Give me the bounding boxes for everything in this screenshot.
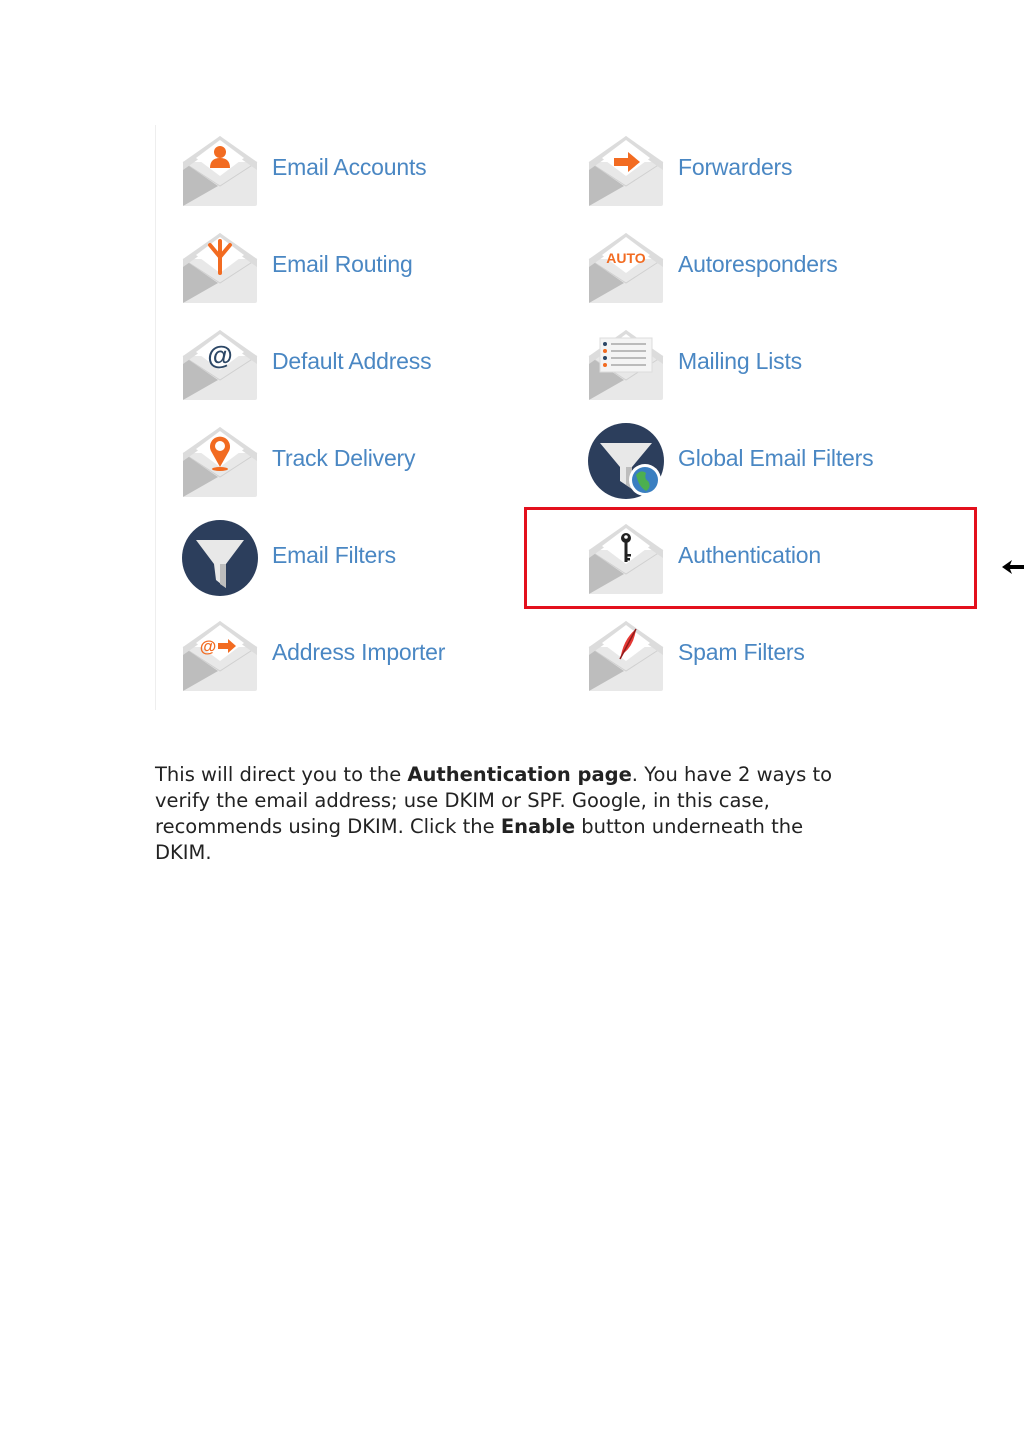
autoresponders-label: Autoresponders [678,251,838,277]
spam-filters-link[interactable] [586,615,966,695]
email-tools-panel [155,125,986,710]
email-accounts-link[interactable] [180,130,560,210]
autoresponders-link[interactable] [586,227,966,307]
at-envelope-icon [180,324,260,404]
default-address-link[interactable] [180,324,560,404]
para-bold-enable: Enable [500,815,576,838]
address-importer-label: Address Importer [272,639,446,665]
at-sign: @ [207,340,233,370]
para-text-1: This will direct you to the [155,763,408,786]
email-filters-link[interactable] [180,518,560,598]
pointer-arrow-icon [1000,556,1024,578]
import-envelope-icon [180,615,260,695]
para-bold-authentication: Authentication page [407,763,632,786]
authentication-label: Authentication [678,542,821,568]
list-envelope-icon [586,324,666,404]
mailing-lists-label: Mailing Lists [678,348,802,374]
user-envelope-icon [180,130,260,210]
track-delivery-link[interactable] [180,421,560,501]
auto-badge: AUTO [606,250,646,266]
forwarders-link[interactable] [586,130,966,210]
routing-envelope-icon [180,227,260,307]
email-routing-label: Email Routing [272,251,413,277]
instruction-paragraph [155,762,855,866]
authentication-highlight-box [524,507,977,609]
forwarders-label: Forwarders [678,154,793,180]
filter-icon [180,518,260,598]
track-delivery-label: Track Delivery [272,445,416,471]
globe-filter-icon [586,421,666,501]
feather-envelope-icon [586,615,666,695]
arrow-envelope-icon [586,130,666,210]
email-filters-label: Email Filters [272,542,396,568]
global-email-filters-link[interactable] [586,421,966,501]
import-at-sign: @ [199,637,217,656]
mailing-lists-link[interactable] [586,324,966,404]
para-text-2: . You have 2 ways to verify the email address; use DKIM or SPF. Google, in this case, recommends using DKIM. Click the [155,763,833,838]
global-email-filters-label: Global Email Filters [678,445,874,471]
default-address-label: Default Address [272,348,432,374]
email-routing-link[interactable] [180,227,560,307]
address-importer-link[interactable] [180,615,560,695]
email-accounts-label: Email Accounts [272,154,427,180]
pin-envelope-icon [180,421,260,501]
para-text-3: button underneath the DKIM. [155,815,804,864]
auto-envelope-icon [586,227,666,307]
spam-filters-label: Spam Filters [678,639,805,665]
